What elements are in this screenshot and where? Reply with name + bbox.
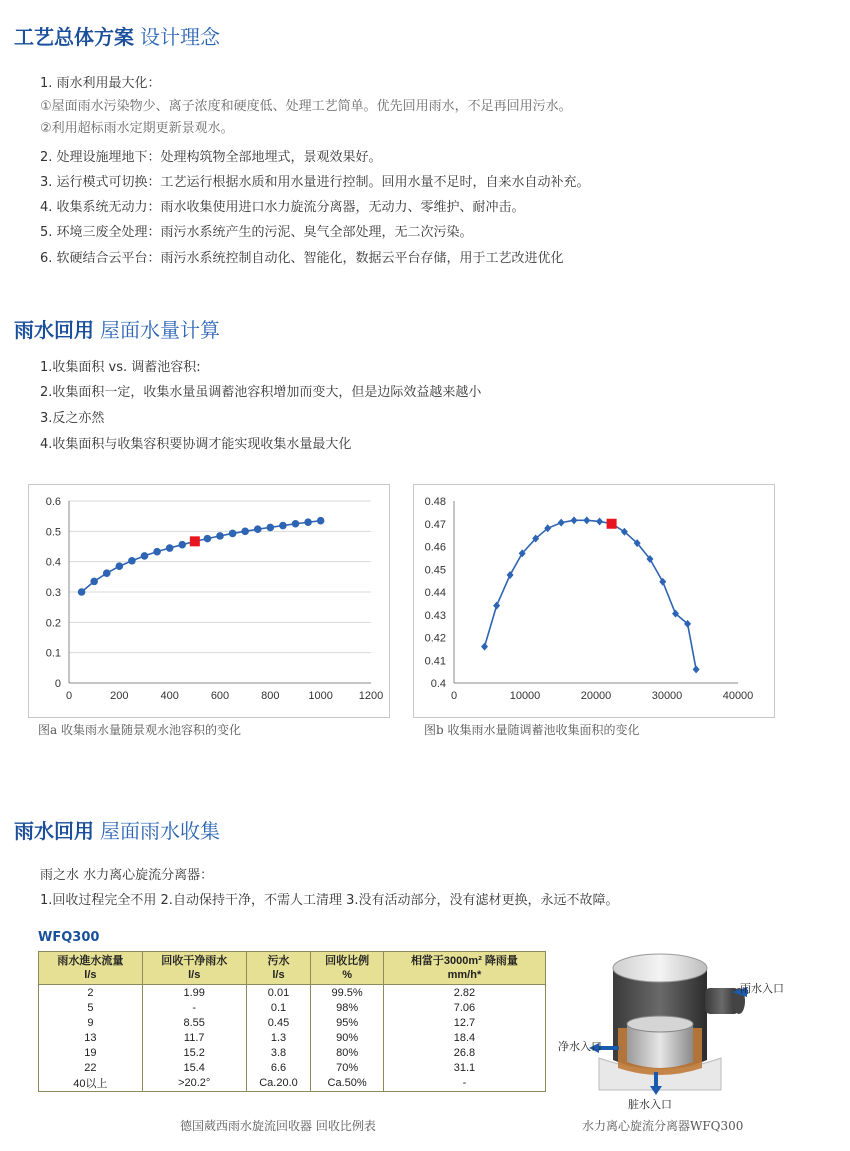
separator-illustration: [555, 940, 800, 1105]
y-tick-label: 0.1: [45, 647, 61, 660]
header-line: 污水: [267, 955, 290, 967]
chart-a: [29, 485, 389, 717]
design-point-1: 1. 雨水利用最大化：: [40, 76, 161, 91]
x-tick-label: 10000: [509, 690, 541, 702]
data-point: [254, 525, 262, 533]
data-point: [90, 578, 98, 586]
data-point: [570, 516, 577, 524]
y-tick-label: 0.48: [424, 496, 446, 508]
data-point: [317, 517, 325, 525]
data-point: [128, 557, 136, 565]
header-sewage: [246, 952, 311, 985]
data-point: [229, 530, 237, 538]
section-title-process: [14, 21, 220, 50]
table-cell: 19: [39, 1045, 143, 1060]
table-cell: 0.1: [246, 1000, 311, 1015]
header-unit: l/s: [84, 969, 97, 981]
table-cell: 13: [39, 1030, 143, 1045]
y-tick-label: 0: [54, 678, 61, 690]
recovery-ratio-table: [38, 951, 546, 1092]
rain-inlet-label: 雨水入口: [740, 982, 784, 995]
volume-point-4: 4.收集面积与收集容积要协调才能实现收集水量最大化: [40, 437, 352, 452]
chart-a-caption: 图a 收集雨水量随景观水池容积的变化: [38, 723, 241, 737]
table-cell: 18.4: [383, 1030, 545, 1045]
data-point: [304, 518, 312, 526]
section-title-roof-volume: [14, 314, 220, 343]
data-point: [178, 541, 186, 549]
section-title-light: 屋面水量计算: [100, 318, 220, 342]
design-point-5: 5. 环境三废全处理：雨污水系统产生的污泥、臭气全部处理，无二次污染。: [40, 225, 473, 240]
table-cell: 70%: [311, 1060, 384, 1075]
x-tick-label: 600: [210, 690, 230, 702]
header-clean-water: [142, 952, 246, 985]
x-tick-label: 1000: [308, 690, 333, 702]
design-point-6: 6. 软硬结合云平台：雨污水系统控制自动化、智能化，数据云平台存储，用于工艺改进优化: [40, 251, 564, 266]
separator-caption: 水力离心旋流分离器WFQ300: [582, 1119, 744, 1133]
series-line: [485, 520, 697, 669]
table-cell: Ca.20.0: [246, 1075, 311, 1092]
table-cell: 95%: [311, 1015, 384, 1030]
header-line: 回收比例: [325, 955, 370, 967]
table-cell: Ca.50%: [311, 1075, 384, 1092]
x-tick-label: 200: [110, 690, 129, 702]
x-tick-label: 30000: [651, 690, 683, 702]
table-cell: 8.55: [142, 1015, 246, 1030]
separator-intro: 雨之水 水力离心旋流分离器：: [40, 868, 214, 883]
x-tick-label: 0: [65, 690, 73, 702]
section-title-roof-collection: [14, 815, 220, 844]
volume-point-1: 1.收集面积 vs. 调蓄池容积:: [40, 360, 201, 375]
chart-b-caption: 图b 收集雨水量随调蓄池收集面积的变化: [424, 723, 640, 737]
volume-point-3: 3.反之亦然: [40, 411, 105, 426]
data-point: [78, 588, 86, 596]
design-point-3: 3. 运行模式可切换：工艺运行根据水质和用水量进行控制。回用水量不足时，自来水自动补充。: [40, 175, 590, 190]
table-cell: 1.3: [246, 1030, 311, 1045]
section-title-bold: 工艺总体方案: [14, 25, 134, 49]
table-cell: -: [383, 1075, 545, 1092]
data-point: [596, 517, 603, 525]
header-inflow: [39, 952, 143, 985]
header-unit: mm/h*: [447, 969, 482, 981]
table-cell: 5: [39, 1000, 143, 1015]
y-tick-label: 0.46: [424, 541, 446, 554]
table-cell: >20.2°: [142, 1075, 246, 1092]
data-point: [241, 528, 249, 536]
table-cell: 6.6: [246, 1060, 311, 1075]
header-line: 回收干净雨水: [161, 955, 228, 967]
table-cell: 0.45: [246, 1015, 311, 1030]
y-tick-label: 0.47: [424, 518, 446, 531]
header-line: 雨水進水流量: [57, 955, 124, 967]
table-caption: 德国葳西雨水旋流回收器 回收比例表: [180, 1119, 376, 1133]
header-line: 相當于3000m² 降雨量: [410, 955, 518, 967]
table-row: [39, 1000, 546, 1015]
chart-b-frame: [413, 484, 775, 718]
section-title-bold: 雨水回用: [14, 318, 94, 342]
table-cell: 0.01: [246, 985, 311, 1001]
table-cell: 15.4: [142, 1060, 246, 1075]
table-cell: 2.82: [383, 985, 545, 1001]
header-unit: l/s: [272, 969, 285, 981]
data-point: [481, 643, 488, 651]
header-rainfall: [383, 952, 545, 985]
design-point-1a: ①屋面雨水污染物少、离子浓度和硬度低、处理工艺简单。优先回用雨水，不足再回用污水。: [40, 99, 572, 114]
x-tick-label: 20000: [580, 690, 612, 702]
table-model-label: WFQ300: [38, 930, 100, 945]
data-point: [116, 562, 124, 570]
y-tick-label: 0.4: [45, 556, 61, 569]
data-point: [267, 524, 275, 532]
separator-body: [599, 954, 745, 1090]
section-title-bold: 雨水回用: [14, 819, 94, 843]
y-tick-label: 0.44: [424, 587, 446, 599]
table-cell: 11.7: [142, 1030, 246, 1045]
section-title-light: 屋面雨水收集: [100, 819, 220, 843]
table-row: [39, 1075, 546, 1092]
separator-features: 1.回收过程完全不用 2.自动保持干净，不需人工清理 3.没有活动部分，没有滤材更换，永远不故障。: [40, 893, 619, 908]
y-tick-label: 0.41: [424, 655, 446, 668]
dirty-water-inlet-label: 脏水入口: [628, 1098, 672, 1111]
table-cell: 31.1: [383, 1060, 545, 1075]
table-cell: 1.99: [142, 985, 246, 1001]
y-tick-label: 0.2: [45, 617, 61, 630]
design-point-2: 2. 处理设施埋地下：处理构筑物全部地埋式，景观效果好。: [40, 150, 382, 165]
data-point: [693, 665, 700, 673]
table-cell: 15.2: [142, 1045, 246, 1060]
header-ratio: [311, 952, 384, 985]
data-point: [292, 520, 300, 528]
data-point: [153, 548, 161, 556]
chart-b: [414, 485, 774, 717]
table-cell: 22: [39, 1060, 143, 1075]
y-tick-label: 0.42: [424, 632, 446, 645]
y-tick-label: 0.45: [424, 564, 446, 577]
table-cell: 3.8: [246, 1045, 311, 1060]
data-point: [493, 602, 500, 610]
table-cell: 40以上: [39, 1075, 143, 1092]
table-cell: 80%: [311, 1045, 384, 1060]
volume-point-2: 2.收集面积一定，收集水量虽调蓄池容积增加而变大，但是边际效益越来越小: [40, 385, 482, 400]
chart-a-frame: [28, 484, 390, 718]
x-tick-label: 0: [450, 690, 458, 702]
y-tick-label: 0.6: [45, 496, 61, 508]
table-cell: 2: [39, 985, 143, 1001]
data-point: [166, 544, 174, 552]
clean-water-inlet-label: 净水入口: [558, 1040, 602, 1053]
design-point-1b: ②利用超标雨水定期更新景观水。: [40, 121, 234, 136]
y-tick-label: 0.3: [45, 587, 61, 599]
header-unit: %: [342, 969, 352, 981]
data-point: [279, 522, 287, 530]
x-tick-label: 800: [261, 690, 280, 702]
table-cell: 9: [39, 1015, 143, 1030]
table-row: [39, 1015, 546, 1030]
highlight-point: [607, 519, 617, 529]
table-header-row: [39, 952, 546, 985]
y-tick-label: 0.43: [424, 609, 446, 622]
section-title-light: 设计理念: [140, 25, 220, 49]
table-row: [39, 985, 546, 1001]
highlight-point: [190, 536, 200, 546]
table-cell: 98%: [311, 1000, 384, 1015]
header-unit: l/s: [188, 969, 201, 981]
data-point: [583, 516, 590, 524]
table-cell: 90%: [311, 1030, 384, 1045]
x-tick-label: 40000: [722, 690, 754, 702]
x-tick-label: 400: [160, 690, 179, 702]
y-tick-label: 0.4: [430, 678, 446, 690]
design-point-4: 4. 收集系统无动力：雨水收集使用进口水力旋流分离器，无动力、零维护、耐冲击。: [40, 200, 525, 215]
table-cell: 7.06: [383, 1000, 545, 1015]
data-point: [103, 569, 111, 577]
table-cell: 12.7: [383, 1015, 545, 1030]
table-cell: 99.5%: [311, 985, 384, 1001]
data-point: [141, 552, 149, 560]
table-row: [39, 1045, 546, 1060]
table-cell: -: [142, 1000, 246, 1015]
y-tick-label: 0.5: [45, 526, 61, 539]
table-row: [39, 1030, 546, 1045]
data-point: [216, 532, 224, 540]
x-tick-label: 1200: [358, 690, 384, 702]
data-point: [558, 519, 565, 527]
table-row: [39, 1060, 546, 1075]
table-cell: 26.8: [383, 1045, 545, 1060]
data-point: [204, 535, 212, 543]
